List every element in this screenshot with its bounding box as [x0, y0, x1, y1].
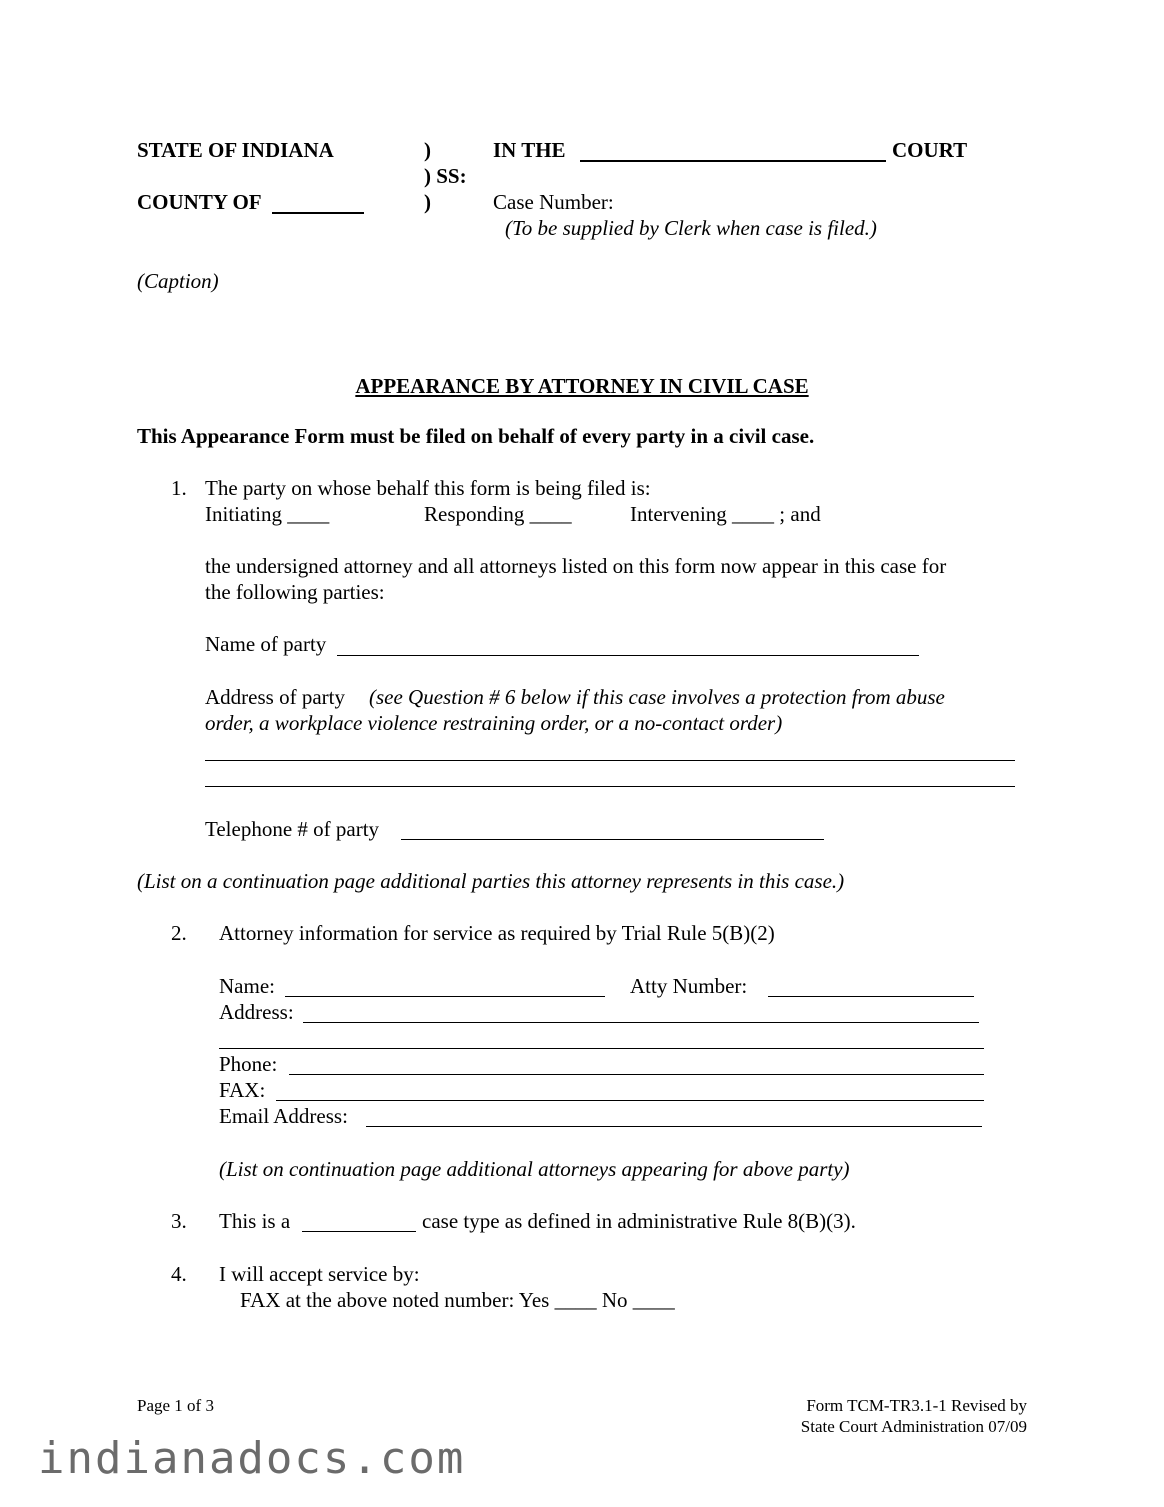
- q3-number: 3.: [171, 1209, 187, 1233]
- responding-option[interactable]: Responding ____: [424, 502, 572, 526]
- party-name-label: Name of party: [205, 632, 327, 656]
- header-paren: ): [424, 138, 431, 162]
- site-watermark: indianadocs.com: [38, 1433, 466, 1484]
- continuation-note: (List on a continuation page additional parties this attorney represents in this case.): [137, 869, 845, 893]
- attorney-address-field-2[interactable]: [219, 1048, 984, 1049]
- q4-text: I will accept service by:: [219, 1262, 420, 1286]
- undersigned-text-2: the following parties:: [205, 580, 385, 604]
- attorney-name-label: Name:: [219, 974, 275, 998]
- q1-text: The party on whose behalf this form is being filed is:: [205, 476, 651, 500]
- q3-text-b: case type as defined in administrative Rule 8(B)(3).: [422, 1209, 856, 1233]
- party-phone-label: Telephone # of party: [205, 817, 380, 841]
- form-id-line-1: Form TCM-TR3.1-1 Revised by: [806, 1396, 1027, 1415]
- case-number-note: (To be supplied by Clerk when case is filed.): [505, 216, 877, 240]
- court-name-blank[interactable]: [580, 160, 886, 162]
- atty-number-field[interactable]: [768, 996, 974, 997]
- attorney-fax-label: FAX:: [219, 1078, 266, 1102]
- party-phone-field[interactable]: [401, 839, 824, 840]
- attorney-phone-label: Phone:: [219, 1052, 278, 1076]
- attorney-email-label: Email Address:: [219, 1104, 348, 1128]
- attorney-address-field-1[interactable]: [303, 1022, 979, 1023]
- state-label: STATE OF INDIANA: [137, 138, 334, 162]
- in-the-label: IN THE: [493, 138, 566, 162]
- ss-label: ) SS:: [424, 164, 467, 188]
- form-title: APPEARANCE BY ATTORNEY IN CIVIL CASE: [355, 374, 809, 398]
- caption-label: (Caption): [137, 269, 219, 293]
- fax-service-option[interactable]: FAX at the above noted number: Yes ____ No ____: [240, 1288, 675, 1312]
- atty-number-label: Atty Number:: [630, 974, 748, 998]
- party-address-label: Address of party: [205, 685, 345, 709]
- q3-text-a: This is a: [219, 1209, 291, 1233]
- q2-text: Attorney information for service as required by Trial Rule 5(B)(2): [219, 921, 775, 945]
- court-label: COURT: [892, 138, 968, 162]
- address-note-1: (see Question # 6 below if this case involves a protection from abuse: [369, 685, 945, 709]
- page-number: Page 1 of 3: [137, 1396, 214, 1415]
- initiating-option[interactable]: Initiating ____: [205, 502, 330, 526]
- party-address-field-1[interactable]: [205, 760, 1015, 761]
- intro-text: This Appearance Form must be filed on behalf of every party in a civil case.: [137, 424, 815, 448]
- attorney-address-label: Address:: [219, 1000, 294, 1024]
- county-blank[interactable]: [272, 212, 364, 214]
- attorney-phone-field[interactable]: [289, 1074, 984, 1075]
- address-note-2: order, a workplace violence restraining order, or a no-contact order): [205, 711, 783, 735]
- case-number-label: Case Number:: [493, 190, 614, 214]
- party-name-field[interactable]: [337, 655, 919, 656]
- q1-number: 1.: [171, 476, 187, 500]
- attorney-email-field[interactable]: [366, 1126, 982, 1127]
- party-address-field-2[interactable]: [205, 786, 1015, 787]
- case-type-field[interactable]: [302, 1231, 416, 1232]
- header-paren: ): [424, 190, 431, 214]
- q4-number: 4.: [171, 1262, 187, 1286]
- undersigned-text-1: the undersigned attorney and all attorneys listed on this form now appear in this case for: [205, 554, 947, 578]
- q2-number: 2.: [171, 921, 187, 945]
- form-id-line-2: State Court Administration 07/09: [800, 1417, 1027, 1436]
- intervening-option[interactable]: Intervening ____ ; and: [630, 502, 821, 526]
- county-label: COUNTY OF: [137, 190, 262, 214]
- attorney-name-field[interactable]: [285, 996, 605, 997]
- additional-attorneys-note: (List on continuation page additional attorneys appearing for above party): [219, 1157, 850, 1181]
- attorney-fax-field[interactable]: [276, 1100, 984, 1101]
